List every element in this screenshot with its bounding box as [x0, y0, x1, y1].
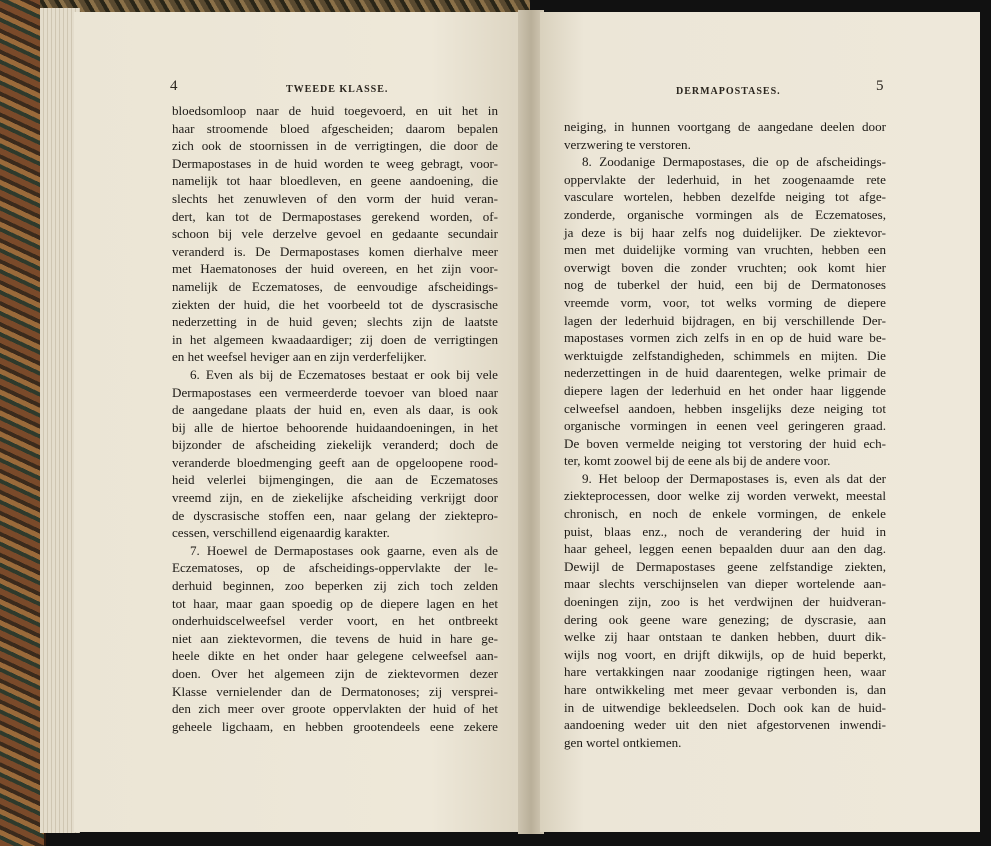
text-line: vreemd zijn, en de ziekelijke afscheiding verkrijgt door — [172, 490, 498, 506]
page-number-right: 5 — [876, 78, 884, 94]
text-line: doeningen zijn, zoo is het verdwijnen der huidveran- — [564, 594, 886, 610]
text-line: heid velerlei bijmengingen, die aan de Eczematoses — [172, 472, 498, 488]
running-head-right: DERMAPOSTASES. — [676, 86, 781, 97]
right-page — [540, 12, 980, 832]
text-line: den zich meer over groote oppervlakten der huid of het — [172, 701, 498, 717]
text-line: 7. Hoewel de Dermapostases ook gaarne, even als de — [190, 542, 498, 558]
text-line: doen. Over het algemeen zijn de ziektevormen dezer — [172, 666, 498, 681]
text-line: slechts het zenuwleven of den vorm der huid veran- — [172, 190, 498, 206]
text-line: gen wortel ontkiemen. — [564, 734, 682, 750]
text-line: dert, kan tot de Dermapostases gerekend worden, of- — [172, 208, 498, 224]
text-line: 6. Even als bij de Eczematoses bestaat er ook bij vele — [190, 366, 498, 382]
left-page-text — [172, 102, 498, 735]
text-line: in de uitwendige bekleedselen. Doch ook kan de huid- — [564, 699, 886, 715]
text-line: overwigt boven die zonder vruchten; ook komt hier — [564, 259, 886, 275]
right-page-text — [564, 118, 886, 751]
text-line: neiging, in hunnen voortgang de aangedane deelen door — [564, 119, 886, 134]
text-line: lagen der lederhuid bijdragen, en bij verschillende Der- — [564, 312, 886, 328]
text-line: Dermapostases in de huid worden te weeg gebragt, voor- — [172, 155, 498, 171]
text-line: zonderde, organische vormingen als de Eczematoses, — [564, 206, 886, 222]
text-line: en het weefsel heviger aan en zijn verderfelijker. — [172, 349, 427, 365]
text-line: onderhuidscelweefsel verder voort, en het ontbreekt — [172, 613, 498, 629]
text-line: geheele ligchaam, en hebben grootendeels eene zekere — [172, 718, 498, 734]
left-page — [74, 12, 520, 832]
text-line: nederzettingen in de huid daarentegen, welke primair de — [564, 365, 886, 381]
text-line: schoon bij vele derzelve gevoel en gedaante secundair — [172, 226, 498, 242]
text-line: bij alle de hiertoe behoorende huidaandoeningen, in het — [172, 419, 498, 435]
text-line: 8. Zoodanige Dermapostases, die op de afscheidings- — [582, 154, 886, 170]
text-line: haar stroomende bloed afgescheiden; daarom bepalen — [172, 120, 498, 136]
text-line: diepere lagen der lederhuid en het onder haar liggende — [564, 382, 886, 398]
text-line: Klasse vernielender dan de Dermatonoses; zij versprei- — [172, 683, 498, 699]
text-line: oppervlakte der lederhuid, in het zoogenaamde rete — [564, 171, 886, 187]
text-line: 9. Het beloop der Dermapostases is, even als dat der — [582, 470, 886, 486]
text-line: zich ook de stoornissen in de verrigtingen, die door de — [172, 138, 498, 154]
text-line: De boven vermelde neiging tot verstoring der huid ech- — [564, 435, 886, 451]
text-line: tot haar, maar gaan spoedig op de diepere lagen en het — [172, 595, 498, 611]
text-line: dering ook geene ware genezing; de dyscrasie, aan — [564, 611, 886, 627]
text-line: de aangedane plaats der huid en, even als daar, is ook — [172, 402, 498, 418]
text-line: wijls nog voort, en drijft dikwijls, op de huid beperkt, — [564, 646, 886, 662]
text-line: organische vormingen in eenen veel geringeren graad. — [564, 418, 886, 434]
text-line: bijzonder de afscheiding ziekelijk veranderd; doch de — [172, 437, 498, 453]
text-line: niet aan ziektevormen, die tevens de huid in hare ge- — [172, 630, 498, 646]
text-line: Dewijl de Dermapostases geene zelfstandige ziekten, — [564, 558, 886, 574]
text-line: verzwering te verstoren. — [564, 136, 691, 152]
text-line: haar geheel, leggen eenen bepaalden duur aan den dag. — [564, 541, 886, 557]
text-line: bloedsomloop naar de huid toegevoerd, en uit het in — [172, 103, 498, 118]
text-line: maar slechts verschijnselen van dieper wortelende aan- — [564, 576, 886, 592]
text-line: derhuid beginnen, zoo beperken zij zich toch zelden — [172, 578, 498, 594]
text-line: de dyscrasische stoffen een, naar gelang der ziektepro- — [172, 507, 498, 523]
text-line: vasculare wortelen, hebben dezelfde neiging tot afge- — [564, 189, 886, 205]
text-line: ja deze is bij haar zelfs nog duidelijker. De ziektevor- — [564, 224, 886, 240]
text-line: celweefsel aandoen, hebben insgelijks deze neiging tot — [564, 400, 886, 416]
text-line: veranderde bloedmenging geeft aan de opgeloopene rood- — [172, 454, 498, 470]
text-line: in het algemeen kwaadaardiger; zij doen de verrigtingen — [172, 331, 498, 347]
text-line: werktuigde zelfstandigheden, schimmels en mijten. Die — [564, 347, 886, 363]
cover-edge — [40, 0, 530, 12]
text-line: veranderd is. De Dermapostases komen dierhalve meer — [172, 243, 498, 259]
text-line: chronisch, en noch de enkele vormingen, de enkele — [564, 506, 886, 522]
text-line: hare ontwikkeling met meer gevaar verbonden is, dan — [564, 682, 886, 697]
text-line: heele dikte en het onder haar gelegene celweefsel aan- — [172, 648, 498, 664]
text-line: namelijk de Eczematoses, de eenvoudige afscheidings- — [172, 278, 498, 294]
text-line: cessen, verschillend eigenaardig karakter. — [172, 525, 390, 541]
page-number-left: 4 — [170, 78, 178, 94]
running-head-left: TWEEDE KLASSE. — [286, 84, 389, 95]
text-line: puist, blaas enz., noch de verandering der huid in — [564, 523, 886, 539]
text-line: ziekteprocessen, door welke zij worden verwekt, meestal — [564, 488, 886, 504]
text-line: met Haematonoses der huid overeen, en het zijn voor- — [172, 261, 498, 277]
text-line: hare vertakkingen naar zoodanige rigtingen heen, waar — [564, 664, 886, 680]
text-line: men met duidelijke vorming van vruchten, hebben een — [564, 242, 886, 258]
text-line: nog de tuberkel der huid, een bij de Dermatonoses — [564, 277, 886, 293]
text-line: namelijk tot haar bloedleven, en geene aandoening, die — [172, 173, 498, 189]
text-line: Dermapostases een vermeerderde toevoer van bloed naar — [172, 384, 498, 400]
text-line: welke zij haar ontstaan te danken hebben, duurt dik- — [564, 629, 886, 645]
text-line: ziekten der huid, die het voorbeeld tot de dyscrasische — [172, 296, 498, 312]
text-line: ter, komt zoowel bij de eene als bij de andere voor. — [564, 453, 831, 469]
text-line: nederzetting in de huid geven; slechts zijn de laatste — [172, 314, 498, 330]
text-line: mapostases vormen zich zelfs in en op de huid ware be- — [564, 330, 886, 346]
text-line: aandoening weder uit den niet afgestorvenen inwendi- — [564, 717, 886, 733]
text-line: vreemde vorm, voor, tot welks vorming de diepere — [564, 294, 886, 310]
text-line: Eczematoses, op de afscheidings-oppervlakte der le- — [172, 560, 498, 576]
